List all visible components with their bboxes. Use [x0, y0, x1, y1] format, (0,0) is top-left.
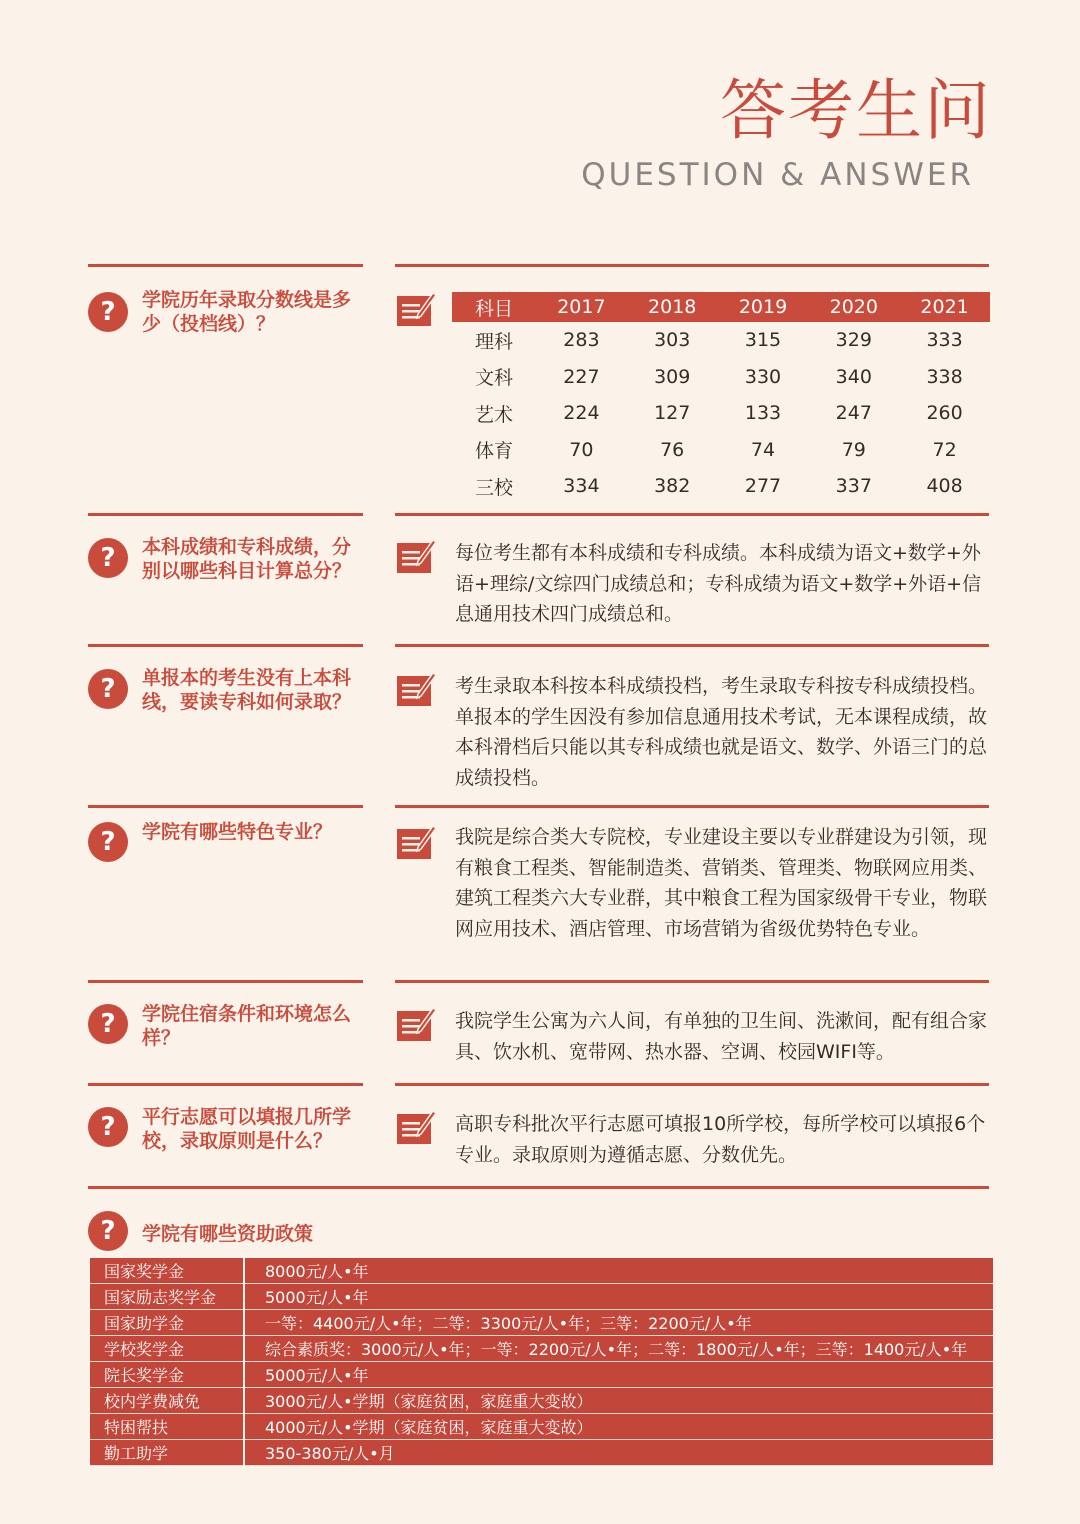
- divider: [395, 805, 989, 808]
- table-cell: 艺术: [474, 403, 513, 426]
- table-row: [452, 432, 990, 469]
- table-cell: 133: [744, 402, 782, 425]
- table-cell: 330: [744, 365, 782, 388]
- aid-value-cell: 8000元/人•年: [244, 1258, 993, 1284]
- table-cell: 382: [654, 475, 691, 498]
- divider: [88, 980, 363, 983]
- page-subtitle: QUESTION & ANSWER: [581, 157, 974, 193]
- table-row: [90, 1284, 993, 1310]
- notepad-pen-icon: [396, 823, 436, 861]
- table-row: [90, 1336, 993, 1362]
- question-mark-icon: ?: [88, 538, 128, 578]
- table-cell: 408: [926, 475, 963, 498]
- table-cell: 334: [563, 475, 600, 498]
- divider: [88, 644, 363, 647]
- aid-value-cell: 综合素质奖：3000元/人•年；一等：2200元/人•年；二等：1800元/人•年；三等：1400元/人•年: [244, 1336, 993, 1362]
- aid-name-cell: 勤工助学: [90, 1440, 244, 1466]
- table-cell: 127: [654, 402, 691, 425]
- aid-name-cell: 院长奖学金: [90, 1362, 244, 1388]
- table-row: [452, 395, 990, 432]
- answer-text: 高职专科批次平行志愿可填报10所学校，每所学校可以填报6个专业。录取原则为遵循志愿、分数优先。: [455, 1113, 986, 1166]
- table-cell: 260: [926, 402, 963, 425]
- question-mark-icon: ?: [88, 669, 128, 709]
- table-cell: 338: [926, 365, 963, 388]
- table-cell: 340: [835, 365, 872, 388]
- aid-name-cell: 特困帮扶: [90, 1414, 244, 1440]
- divider: [88, 513, 363, 516]
- question-text: 学院有哪些特色专业？: [142, 821, 333, 843]
- table-cell: 三校: [474, 476, 513, 499]
- table-cell: 体育: [474, 440, 513, 463]
- divider: [88, 805, 363, 808]
- table-cell: 227: [563, 365, 600, 388]
- table-cell: 70: [569, 438, 594, 461]
- aid-value-cell: 5000元/人•年: [244, 1284, 993, 1310]
- question-text: 学院住宿条件和环境怎么样？: [142, 1003, 352, 1049]
- column-header: 2019: [718, 292, 809, 322]
- divider: [88, 1186, 989, 1189]
- table-cell: 303: [654, 329, 691, 352]
- notepad-pen-icon: [396, 290, 436, 328]
- question-text: 单报本的考生没有上本科线，要读专科如何录取？: [142, 667, 352, 713]
- aid-value-cell: 3000元/人•学期（家庭贫困，家庭重大变故）: [244, 1388, 993, 1414]
- aid-name-cell: 国家励志奖学金: [90, 1284, 244, 1310]
- answer-text: 每位考生都有本科成绩和专科成绩。本科成绩为语文+数学+外语+理综/文综四门成绩总和；专科成绩为语文+数学+外语+信息通用技术四门成绩总和。: [455, 542, 982, 626]
- divider: [395, 264, 989, 267]
- divider: [395, 513, 989, 516]
- aid-table: [90, 1258, 993, 1466]
- table-header-row: [452, 292, 990, 322]
- table-cell: 277: [744, 475, 782, 498]
- table-cell: 309: [654, 365, 691, 388]
- table-row: [90, 1258, 993, 1284]
- answer-text: 我院学生公寓为六人间，有单独的卫生间、洗漱间，配有组合家具、饮水机、宽带网、热水器、空调、校园WIFI等。: [455, 1010, 988, 1063]
- aid-value-cell: 一等：4400元/人•年；二等：3300元/人•年；三等：2200元/人•年: [244, 1310, 993, 1336]
- divider: [395, 1083, 989, 1086]
- aid-value-cell: 5000元/人•年: [244, 1362, 993, 1388]
- notepad-pen-icon: [396, 670, 436, 708]
- question-mark-icon: ?: [88, 822, 128, 862]
- notepad-pen-icon: [396, 1108, 436, 1146]
- column-header: 科目: [452, 292, 536, 322]
- divider: [395, 644, 989, 647]
- table-row: [452, 468, 990, 505]
- aid-name-cell: 学校奖学金: [90, 1336, 244, 1362]
- table-row: [90, 1414, 993, 1440]
- table-cell: 74: [750, 438, 776, 461]
- question-mark-icon: ?: [88, 1211, 128, 1251]
- aid-value-cell: 4000元/人•学期（家庭贫困，家庭重大变故）: [244, 1414, 993, 1440]
- divider: [88, 264, 363, 267]
- page-title: 答考生问: [720, 72, 992, 149]
- table-row: [90, 1388, 993, 1414]
- column-header: 2018: [627, 292, 718, 322]
- question-text: 学院历年录取分数线是多少（投档线）？: [142, 289, 352, 335]
- column-header: 2017: [536, 292, 627, 322]
- question-text: 本科成绩和专科成绩，分别以哪些科目计算总分？: [142, 536, 352, 582]
- table-cell: 283: [563, 329, 600, 352]
- notepad-pen-icon: [396, 537, 436, 575]
- column-header: 2021: [899, 292, 990, 322]
- divider: [395, 980, 989, 983]
- table-row: [452, 359, 990, 396]
- table-cell: 79: [841, 438, 866, 461]
- question-mark-icon: ?: [88, 292, 128, 332]
- score-table: [452, 292, 990, 505]
- question-mark-icon: ?: [88, 1004, 128, 1044]
- question-mark-icon: ?: [88, 1107, 128, 1147]
- notepad-pen-icon: [396, 1005, 436, 1043]
- aid-value-cell: 350-380元/人•月: [244, 1440, 993, 1466]
- table-cell: 文科: [474, 367, 513, 390]
- table-cell: 72: [932, 438, 957, 461]
- answer-text: 我院是综合类大专院校，专业建设主要以专业群建设为引领，现有粮食工程类、智能制造类、营销类、管理类、物联网应用类、建筑工程类六大专业群，其中粮食工程为国家级骨干专业，物联网应用技术、酒店管理、市场营销为省级优势特色专业。: [455, 826, 988, 941]
- aid-section-title: 学院有哪些资助政策: [142, 1223, 314, 1245]
- column-header: 2020: [808, 292, 899, 322]
- aid-name-cell: 校内学费减免: [90, 1388, 244, 1414]
- table-cell: 333: [926, 329, 963, 352]
- table-cell: 理科: [474, 330, 513, 353]
- table-row: [90, 1310, 993, 1336]
- table-cell: 337: [835, 475, 872, 498]
- table-row: [90, 1440, 993, 1466]
- table-row: [452, 322, 990, 359]
- table-cell: 329: [835, 329, 872, 352]
- table-cell: 76: [660, 438, 685, 461]
- aid-name-cell: 国家奖学金: [90, 1258, 244, 1284]
- answer-text: 考生录取本科按本科成绩投档，考生录取专科按专科成绩投档。单报本的学生因没有参加信息通用技术考试，无本课程成绩，故本科滑档后只能以其专科成绩也就是语文、数学、外语三门的总成绩投档。: [455, 675, 988, 790]
- table-cell: 224: [563, 402, 600, 425]
- question-text: 平行志愿可以填报几所学校，录取原则是什么？: [142, 1106, 352, 1152]
- aid-name-cell: 国家助学金: [90, 1310, 244, 1336]
- table-row: [90, 1362, 993, 1388]
- table-cell: 315: [744, 329, 782, 352]
- divider: [88, 1083, 363, 1086]
- table-cell: 247: [835, 402, 872, 425]
